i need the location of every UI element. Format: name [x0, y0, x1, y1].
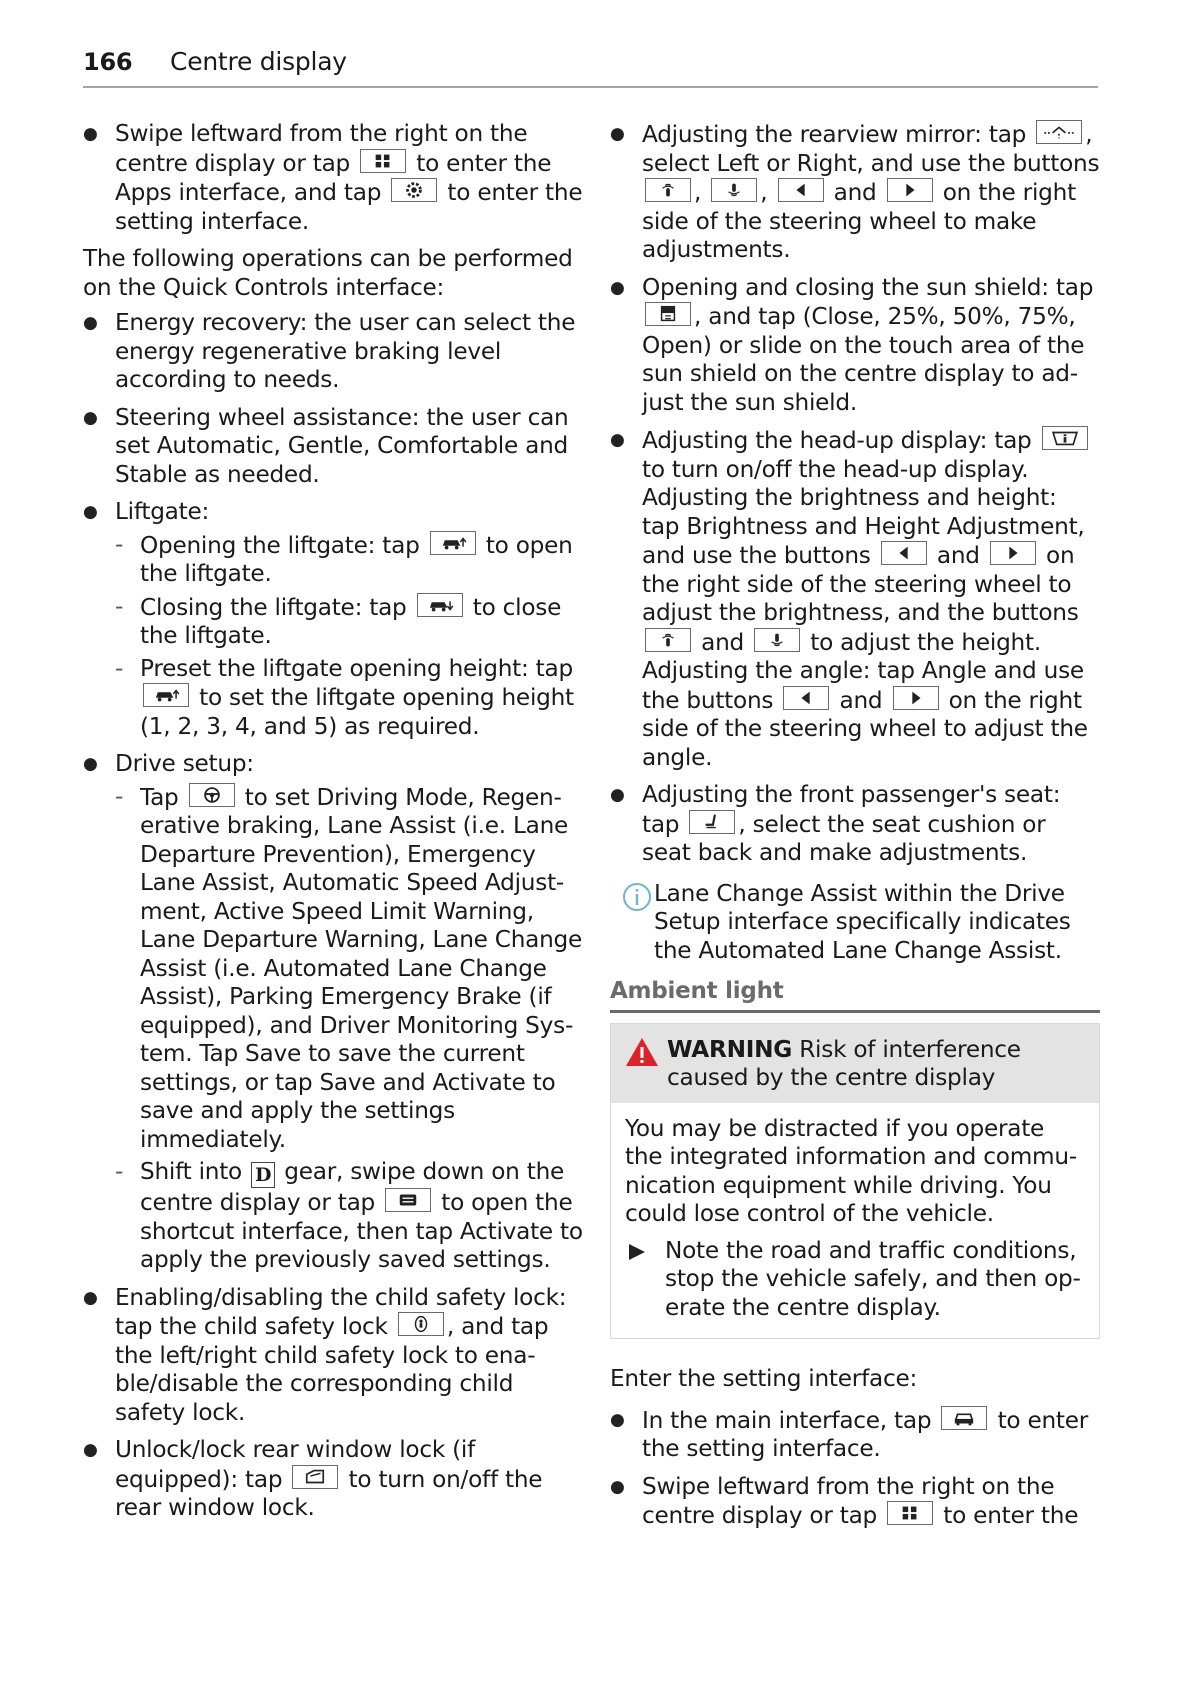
enter-settings-heading: Enter the setting interface: [610, 1365, 918, 1392]
mirror-adjust-icon[interactable] [1036, 120, 1082, 144]
left-column [83, 120, 583, 1532]
intro-text: The following operations can be performed on the Quick Controls interface: [83, 245, 573, 301]
car-settings-icon[interactable] [941, 1406, 987, 1430]
sun-shield-icon[interactable] [645, 302, 691, 326]
info-icon [622, 882, 652, 912]
liftgate-close: - Closing the liftgate: tap to close the liftgate. [115, 593, 583, 651]
drive-setup-shift: - Shift into D gear, swipe down on the centre display or tap to open the shortcut interface, then tap Activate to apply the previously saved settings. [115, 1158, 583, 1275]
left-arrow-icon[interactable] [778, 178, 824, 202]
rear-window-lock-icon[interactable] [292, 1465, 338, 1489]
apps-grid-icon[interactable] [887, 1501, 933, 1525]
liftgate-close-icon[interactable] [417, 593, 463, 617]
liftgate-open-icon[interactable] [430, 531, 476, 555]
list-item-rear-window: ● Unlock/lock rear window lock (if equipped): tap to turn on/off the rear window lock. [83, 1436, 583, 1523]
list-item-head-up-display: ● Adjusting the head-up display: tap to turn on/off the head-up display. Adjusting the brightness and height: tap Brightness and Height Adjustment, and use the buttons and on the right side of the steering wheel to adjust the brightness, and the buttons and to adjust the height. Adjusting the angle: tap Angle and use the buttons and on the right side of the steering wheel to adjust the angle. [610, 426, 1100, 772]
list-item-main-interface: ● In the main interface, tap to enter the setting interface. [610, 1406, 1100, 1464]
list-item-steering: ● Steering wheel assistance: the user can set Automatic, Gentle, Comfortable and Stable as needed. [83, 404, 583, 490]
right-column [610, 120, 1100, 1540]
warning-title: Risk of interference caused by the centre display [667, 1035, 1021, 1091]
left-arrow-icon[interactable] [881, 541, 927, 565]
list-item-child-lock: ● Enabling/disabling the child safety lock: tap the child safety lock , and tap the left/right child safety lock to enable/disable the corresponding child safety lock. [83, 1284, 583, 1428]
list-item-apps: ● Swipe leftward from the right on the centre display or tap to enter the Apps interface, and tap to enter the setting interface. [83, 120, 583, 236]
page-header [83, 44, 1098, 88]
list-item-liftgate: ● Liftgate: - Opening the liftgate: tap to open the liftgate. - Closing the liftgate: tap to close the liftgate. - Preset the liftgate opening height: tap to set the liftgate opening height (1, 2, 3, 4, and 5) as required. [83, 498, 583, 741]
settings-gear-icon[interactable] [391, 178, 437, 202]
right-arrow-icon[interactable] [990, 541, 1036, 565]
warning-triangle-icon [624, 1036, 660, 1068]
list-item-energy: ● Energy recovery: the user can select the energy regenerative braking level according to needs. [83, 309, 583, 395]
warning-text: You may be distracted if you operate the integrated information and communication equipment while driving. You could lose control of the vehicle. [625, 1114, 1078, 1227]
scroll-up-icon[interactable] [645, 628, 691, 652]
list-item-swipe: ● Swipe leftward from the right on the centre display or tap to enter the [610, 1473, 1100, 1531]
action-arrow-icon [627, 1243, 647, 1261]
drive-setup-tap: - Tap to set Driving Mode, Regenerative braking, Lane Assist (i.e. Lane Departure Prevention), Emergency Lane Assist, Automatic Speed Adjustment, Active Speed Limit Warning, Lane Departure Warning, Lane Change Assist (i.e. Automated Lane Change Assist), Parking Emergency Brake (if equipped), and Driver Monitoring System. Tap Save to save the current settings, or tap Save and Activate to save and apply the settings immediately. [115, 783, 583, 1155]
list-item-sun-shield: ● Opening and closing the sun shield: tap , and tap (Close, 25%, 50%, 75%, Open) or slide on the touch area of the sun shield on the centre display to adjust the sun shield. [610, 274, 1100, 418]
right-arrow-icon[interactable] [887, 178, 933, 202]
section-heading-ambient-light: Ambient light [610, 977, 1100, 1013]
scroll-down-icon[interactable] [754, 628, 800, 652]
warning-action: Note the road and traffic conditions, stop the vehicle safely, and then operate the centre display. [625, 1237, 1085, 1323]
shortcut-panel-icon[interactable] [385, 1188, 431, 1212]
apps-grid-icon[interactable] [360, 149, 406, 173]
hud-icon[interactable] [1042, 426, 1088, 450]
gear-d-symbol: D [251, 1162, 275, 1188]
page-number: 166 [83, 48, 133, 76]
scroll-up-icon[interactable] [645, 178, 691, 202]
chapter-title: Centre display [170, 47, 347, 76]
right-arrow-icon[interactable] [893, 686, 939, 710]
liftgate-open: - Opening the liftgate: tap to open the liftgate. [115, 531, 583, 589]
info-note: Lane Change Assist within the Drive Setup interface specifically indicates the Automated Lane Change Assist. [610, 880, 1100, 966]
passenger-seat-icon[interactable] [689, 810, 735, 834]
warning-header [611, 1024, 1099, 1103]
liftgate-height-icon[interactable] [143, 683, 189, 707]
left-arrow-icon[interactable] [783, 686, 829, 710]
list-item-drive-setup: ● Drive setup: - Tap to set Driving Mode, Regenerative braking, Lane Assist (i.e. Lane Departure Prevention), Emergency Lane Assist, Automatic Speed Adjustment, Active Speed Limit Warning, Lane Departure Warning, Lane Change Assist (i.e. Automated Lane Change Assist), Parking Emergency Brake (if equipped), and Driver Monitoring System. Tap Save to save the current settings, or tap Save and Activate to save and apply the settings immediately. - Shift into D gear, swipe down on the centre display or tap to open the shortcut interface, then tap Activate to apply the previously saved settings. [83, 750, 583, 1275]
child-lock-icon[interactable] [398, 1312, 444, 1336]
steering-wheel-icon[interactable] [189, 783, 235, 807]
scroll-down-icon[interactable] [711, 178, 757, 202]
warning-box [610, 1023, 1100, 1340]
warning-body [611, 1103, 1099, 1339]
list-item-rearview-mirror: ● Adjusting the rearview mirror: tap , select Left or Right, and use the buttons , , and on the right side of the steering wheel to make adjustments. [610, 120, 1100, 265]
liftgate-preset: - Preset the liftgate opening height: tap to set the liftgate opening height (1, 2, 3, 4, and 5) as required. [115, 655, 583, 742]
warning-label: WARNING [667, 1035, 793, 1063]
list-item-passenger-seat: ● Adjusting the front passenger's seat: tap , select the seat cushion or seat back and make adjustments. [610, 781, 1100, 868]
